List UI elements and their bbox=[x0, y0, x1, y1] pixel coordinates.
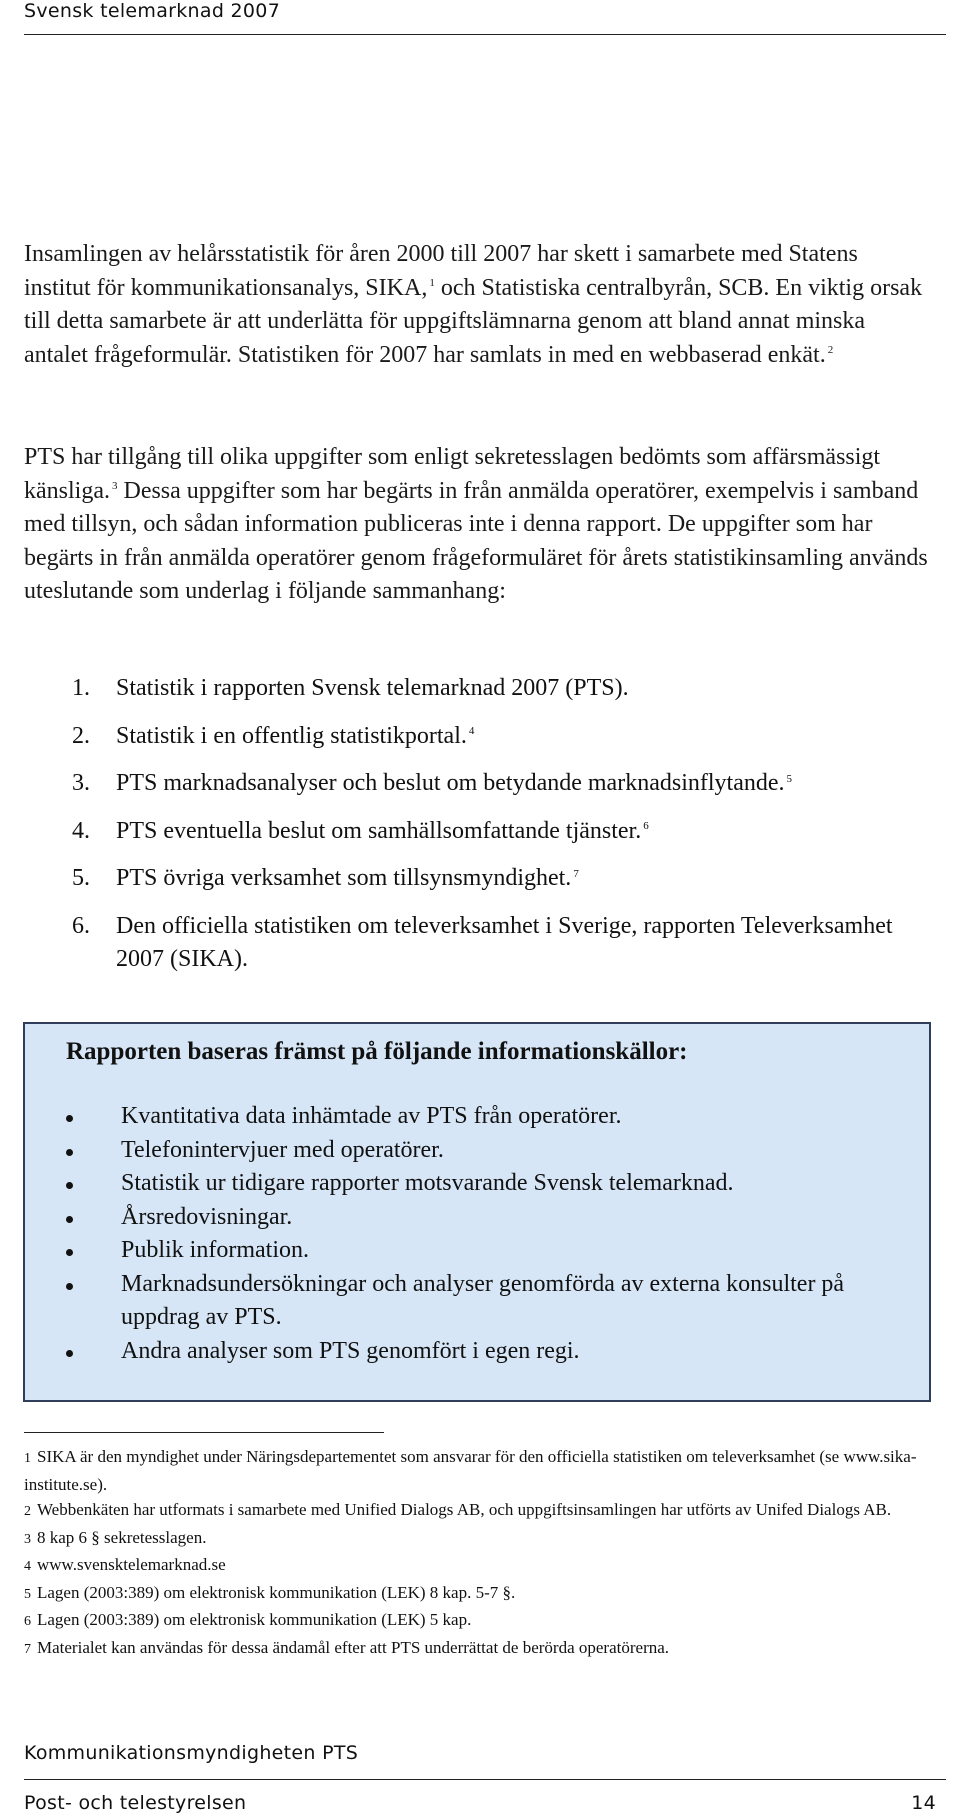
bullet-icon bbox=[66, 1149, 73, 1156]
list-item-text: Årsredovisningar. bbox=[121, 1203, 293, 1230]
footnote-number: 6 bbox=[24, 1614, 31, 1629]
list-item-text: Statistik i rapporten Svensk telemarknad 2007 (PTS). bbox=[116, 675, 629, 701]
list-item bbox=[25, 1201, 905, 1235]
list-number: 1. bbox=[72, 675, 90, 701]
list-item-text: PTS eventuella beslut om samhällsomfattande tjänster. bbox=[116, 817, 642, 844]
intro-paragraph-2 bbox=[24, 441, 929, 609]
footnote bbox=[24, 1497, 929, 1525]
footnote-number: 2 bbox=[24, 1504, 31, 1519]
footer-publisher: Post- och telestyrelsen bbox=[24, 1792, 247, 1814]
intro-paragraph-1 bbox=[24, 238, 929, 372]
footnote-number: 3 bbox=[24, 1531, 31, 1547]
footnote bbox=[24, 1444, 929, 1497]
footnote-ref[interactable]: 5 bbox=[786, 772, 792, 785]
bullet-icon bbox=[66, 1350, 73, 1357]
list-item bbox=[24, 910, 929, 977]
list-item bbox=[24, 672, 929, 706]
footnote-text: SIKA är den myndighet under Näringsdepartementet som ansvarar för den officiella statistiken om televerksamhet (se www.sika-institute.se). bbox=[24, 1447, 917, 1494]
intro-p1-text: Insamlingen av helårsstatistik för åren 2000 till 2007 har skett i samarbete med Statens institut för kommunikationsanalys, SIKA, bbox=[24, 241, 858, 301]
list-number: 5. bbox=[72, 865, 90, 891]
list-item-text: PTS övriga verksamhet som tillsynsmyndighet. bbox=[116, 865, 572, 891]
list-item bbox=[25, 1335, 905, 1369]
usage-list bbox=[24, 672, 929, 991]
footnote bbox=[24, 1580, 929, 1608]
list-number: 2. bbox=[72, 722, 90, 749]
footnote-divider bbox=[24, 1432, 384, 1433]
footnote-number: 4 bbox=[24, 1559, 31, 1574]
footnote-link[interactable]: www.svensktelemarknad.se bbox=[37, 1555, 226, 1574]
footnote-ref-1[interactable]: 1 bbox=[429, 277, 435, 290]
list-item bbox=[25, 1167, 905, 1201]
bullet-icon bbox=[66, 1182, 73, 1189]
list-item-text: Statistik ur tidigare rapporter motsvarande Svensk telemarknad. bbox=[121, 1170, 734, 1196]
footnote-ref-3[interactable]: 3 bbox=[111, 480, 118, 493]
list-number: 4. bbox=[72, 817, 90, 844]
footnote-text: Webbenkäten har utformats i samarbete med Unified Dialogs AB, och uppgiftsinsamlingen har utförts av Unifed Dialogs AB. bbox=[37, 1500, 892, 1519]
footnote bbox=[24, 1525, 929, 1553]
list-item-text: Marknadsundersökningar och analyser genomförda av externa konsulter på uppdrag av PTS. bbox=[121, 1270, 845, 1330]
list-item bbox=[24, 720, 929, 754]
bullet-icon bbox=[66, 1249, 73, 1256]
footnote bbox=[24, 1552, 929, 1580]
list-item bbox=[25, 1268, 905, 1335]
sources-heading: Rapporten baseras främst på följande informationskällor: bbox=[66, 1038, 688, 1065]
list-item-text: Kvantitativa data inhämtade av PTS från operatörer. bbox=[121, 1103, 622, 1129]
footnote-ref[interactable]: 7 bbox=[573, 867, 579, 880]
footnote-ref[interactable]: 4 bbox=[468, 725, 475, 738]
footnote-ref[interactable]: 6 bbox=[643, 820, 649, 833]
list-item-text: Andra analyser som PTS genomfört i egen regi. bbox=[121, 1337, 580, 1364]
page-number: 14 bbox=[911, 1792, 936, 1814]
list-item-text: Den officiella statistiken om televerksamhet i Sverige, rapporten Televerksamhet 2007 (SIKA). bbox=[116, 912, 893, 972]
footnote bbox=[24, 1635, 929, 1663]
list-item-text: PTS marknadsanalyser och beslut om betydande marknadsinflytande. bbox=[116, 770, 785, 796]
list-item-text: Publik information. bbox=[121, 1237, 309, 1263]
list-item bbox=[25, 1100, 905, 1134]
page-header bbox=[24, 0, 946, 35]
footnote-text: Lagen (2003:389) om elektronisk kommunikation (LEK) 5 kap. bbox=[37, 1610, 472, 1629]
footnote-number: 5 bbox=[24, 1586, 31, 1602]
bullet-icon bbox=[66, 1216, 73, 1223]
bullet-icon bbox=[66, 1115, 73, 1122]
footer-divider bbox=[24, 1779, 946, 1780]
intro-p2-text: PTS har tillgång till olika uppgifter som enligt sekretesslagen bedömts som affärsmässigt känsliga. bbox=[24, 444, 881, 504]
bullet-icon bbox=[66, 1283, 73, 1290]
footnote-number: 7 bbox=[24, 1641, 31, 1657]
intro-p2-text-cont: Dessa uppgifter som har begärts in från anmälda operatörer, exempelvis i samband med tillsyn, och sådan information publiceras inte i denna rapport. De uppgifter som har begärts in från anmälda operatörer genom frågeformuläret för årets statistikinsamling används uteslutande som underlag i följande sammanhang: bbox=[24, 477, 928, 604]
list-item bbox=[25, 1234, 905, 1268]
list-number: 3. bbox=[72, 770, 90, 796]
list-item bbox=[24, 767, 929, 801]
sources-list bbox=[25, 1100, 905, 1368]
footnote-ref-2[interactable]: 2 bbox=[827, 344, 834, 357]
header-title: Svensk telemarknad 2007 bbox=[24, 0, 281, 22]
footnotes bbox=[24, 1444, 929, 1662]
footnote bbox=[24, 1607, 929, 1635]
sources-box bbox=[23, 1022, 931, 1402]
footnote-text: Materialet kan användas för dessa ändamål efter att PTS underrättat de berörda operatörerna. bbox=[37, 1637, 670, 1657]
list-item-text: Telefonintervjuer med operatörer. bbox=[121, 1136, 444, 1163]
intro-p1-text-cont: och Statistiska centralbyrån, SCB. En viktig orsak till detta samarbete är att underlätta för uppgiftslämnarna genom att bland annat minska antalet frågeformulär. Statistiken för 2007 har samlats in med en webbaserad enkät. bbox=[24, 274, 923, 368]
footnote-text: 8 kap 6 § sekretesslagen. bbox=[37, 1527, 207, 1547]
footnote-text: Lagen (2003:389) om elektronisk kommunikation (LEK) 8 kap. 5-7 §. bbox=[37, 1582, 516, 1602]
list-item bbox=[24, 862, 929, 896]
list-number: 6. bbox=[72, 912, 90, 939]
list-item bbox=[25, 1134, 905, 1168]
footnote-number: 1 bbox=[24, 1451, 31, 1466]
footer-organization: Kommunikationsmyndigheten PTS bbox=[24, 1742, 359, 1764]
list-item bbox=[24, 815, 929, 849]
list-item-text: Statistik i en offentlig statistikportal. bbox=[116, 722, 467, 749]
